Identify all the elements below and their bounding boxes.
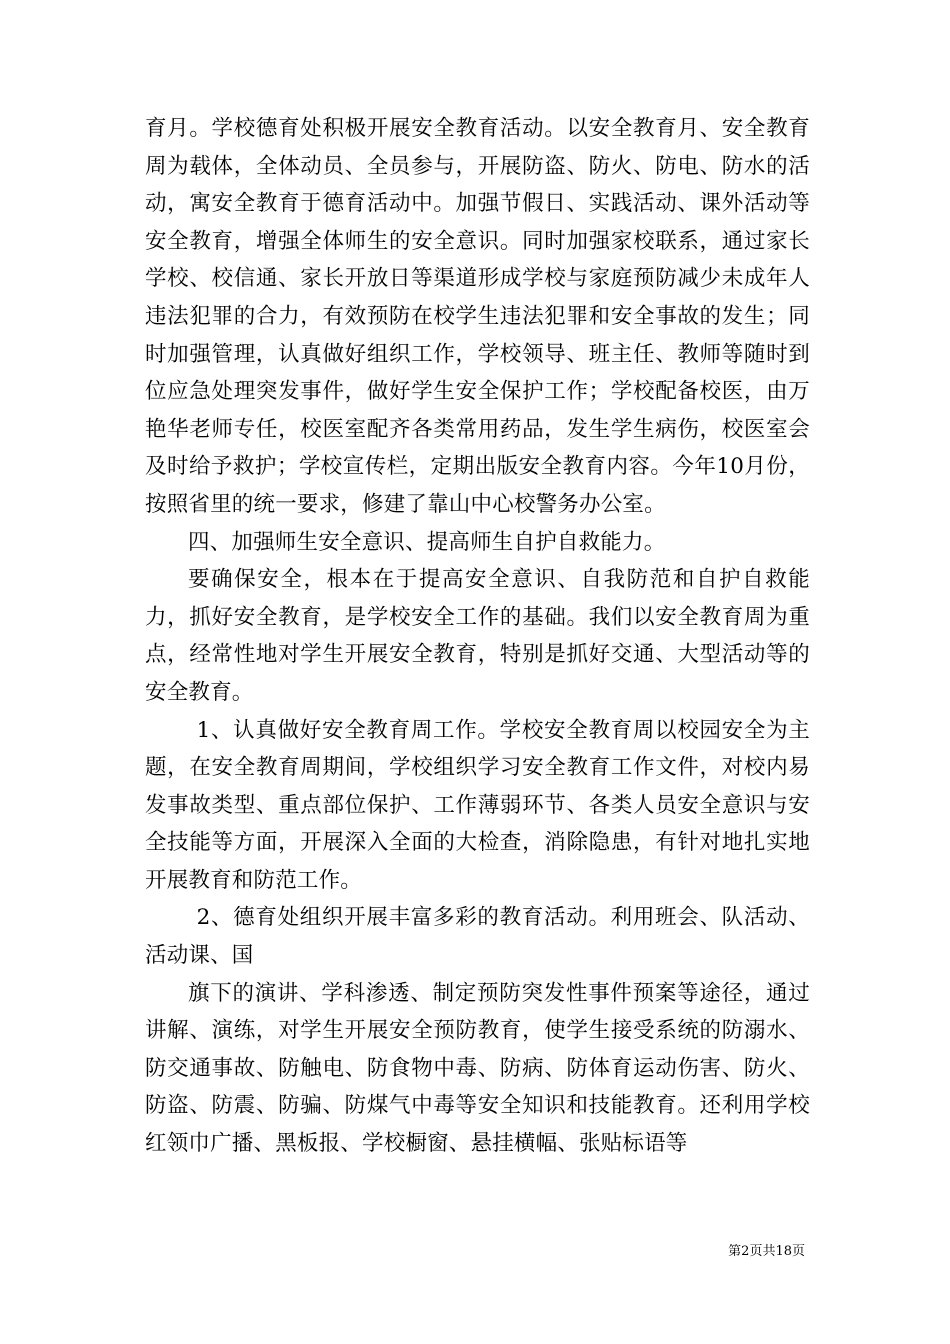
paragraph-safety-awareness: 要确保安全，根本在于提高安全意识、自我防范和自护自救能力，抓好安全教育，是学校安全工作的基础。我们以安全教育周为重点，经常性地对学生开展安全教育，特别是抓好交通、大型活动等的安全教育。 — [145, 567, 810, 705]
document-body — [145, 110, 810, 1163]
paragraph-item-2: 2、德育处组织开展丰富多彩的教育活动。利用班会、队活动、活动课、国 — [145, 905, 810, 969]
paragraph-item-1: 1、认真做好安全教育周工作。学校安全教育周以校园安全为主题，在安全教育周期间，学校组织学习安全教育工作文件，对校内易发事故类型、重点部位保护、工作薄弱环节、各类人员安全意识与安全技能等方面，开展深入全面的大检查，消除隐患，有针对地扎实地开展教育和防范工作。 — [145, 717, 810, 893]
page-number-footer: 第2页共18页 — [728, 1244, 805, 1259]
paragraph-continuation: 旗下的演讲、学科渗透、制定预防突发性事件预案等途径，通过讲解、演练，对学生开展安全预防教育，使学生接受系统的防溺水、防交通事故、防触电、防食物中毒、防病、防体育运动伤害、防火、防盗、防震、防骗、防煤气中毒等安全知识和技能教育。还利用学校红领巾广播、黑板报、学校橱窗、悬挂横幅、张贴标语等 — [145, 980, 810, 1157]
section-heading-four: 四、加强师生安全意识、提高师生自护自救能力。 — [188, 529, 666, 555]
paragraph-safety-activities: 育月。学校德育处积极开展安全教育活动。以安全教育月、安全教育周为载体，全体动员、全员参与，开展防盗、防火、防电、防水的活动，寓安全教育于德育活动中。加强节假日、实践活动、课外活动等安全教育，增强全体师生的安全意识。同时加强家校联系，通过家长学校、校信通、家长开放日等渠道形成学校与家庭预防减少未成年人违法犯罪的合力，有效预防在校学生违法犯罪和安全事故的发生；同时加强管理，认真做好组织工作，学校领导、班主任、教师等随时到位应急处理突发事件，做好学生安全保护工作；学校配备校医，由万艳华老师专任，校医室配齐各类常用药品，发生学生病伤，校医室会及时给予救护；学校宣传栏，定期出版安全教育内容。今年10月份，按照省里的统一要求，修建了靠山中心校警务办公室。 — [145, 116, 810, 517]
